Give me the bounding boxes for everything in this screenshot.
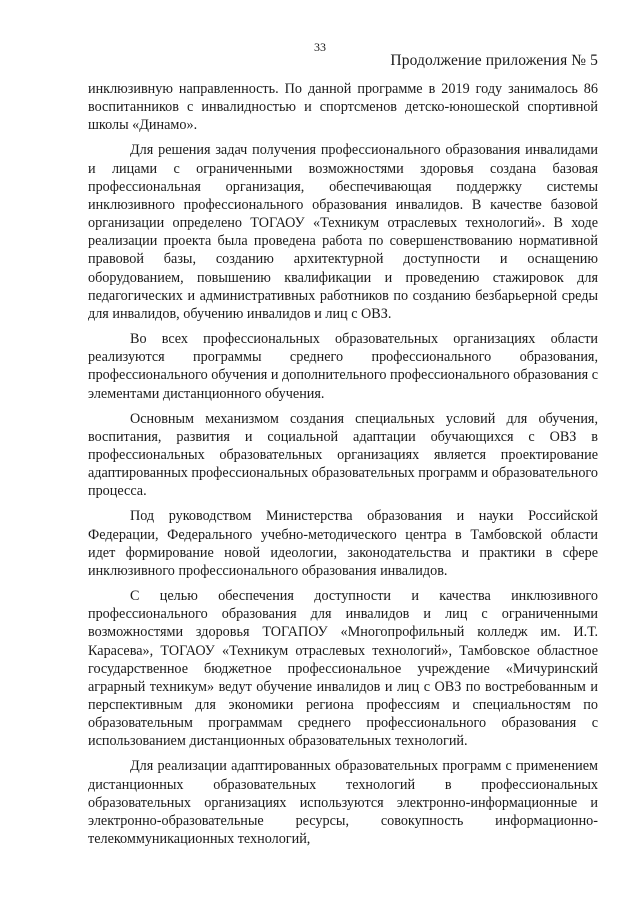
paragraph-regional-programs: Во всех профессиональных образовательных организациях области реализуются программы среднего профессионального образования, профессионального обучения и дополнительного профессионального образования с элементами дистанционного обучения.: [88, 331, 598, 402]
paragraph-accessibility: С целью обеспечения доступности и качества инклюзивного профессионального образования для инвалидов и лиц с ограниченными возможностями здоровья ТОГАПОУ «Многопрофильный колледж им. И.Т. Карасева», ТОГАОУ «Техникум отраслевых технологий», Тамбовское областное государственное бюджетное профессиональное учреждение «Мичуринский аграрный техникум» ведут обучение инвалидов и лиц с ОВЗ по востребованным и перспективным для экономики региона профессиям и специальностям по образовательным программам среднего профессионального образования с использованием дистанционных образовательных технологий.: [88, 588, 598, 750]
paragraph-distance-learning: Для реализации адаптированных образовательных программ с применением дистанционных образовательных технологий в профессиональных образовательных организациях используются электронно-информационные и электронно-образовательные ресурсы, совокупность информационно-телекоммуникационных технологий,: [88, 758, 598, 848]
paragraph-main-mechanism: Основным механизмом создания специальных условий для обучения, воспитания, развития и социальной адаптации обучающихся с ОВЗ в профессиональных образовательных организациях является проектирование адаптированных профессиональных образовательных программ и образовательного процесса.: [88, 410, 598, 500]
body-text: [88, 80, 598, 855]
paragraph-ministry-guidance: Под руководством Министерства образования и науки Российской Федерации, Федерального учебно-методического центра в Тамбовской области идет формирование новой идеологии, законодательства и практики в сфере инклюзивного профессионального образования инвалидов.: [88, 508, 598, 579]
paragraph-continuation: инклюзивную направленность. По данной программе в 2019 году занималось 86 воспитанников с инвалидностью и спортсменов детско-юношеской спортивной школы «Динамо».: [88, 81, 598, 134]
page-number: 33: [314, 40, 326, 54]
appendix-continuation-note: Продолжение приложения № 5: [390, 52, 598, 69]
paragraph-base-organization: Для решения задач получения профессионального образования инвалидами и лицами с ограниченными возможностями здоровья создана базовая профессиональная организация, обеспечивающая поддержку системы инклюзивного профессионального образования инвалидов. В качестве базовой организации определено ТОГАОУ «Техникум отраслевых технологий». В ходе реализации проекта была проведена работа по совершенствованию нормативной правовой базы, созданию архитектурной доступности и оснащению оборудованием, повышению квалификации и проведению стажировок для педагогических и административных работников по созданию безбарьерной среды для инвалидов, обучению инвалидов и лиц с ОВЗ.: [88, 142, 598, 322]
